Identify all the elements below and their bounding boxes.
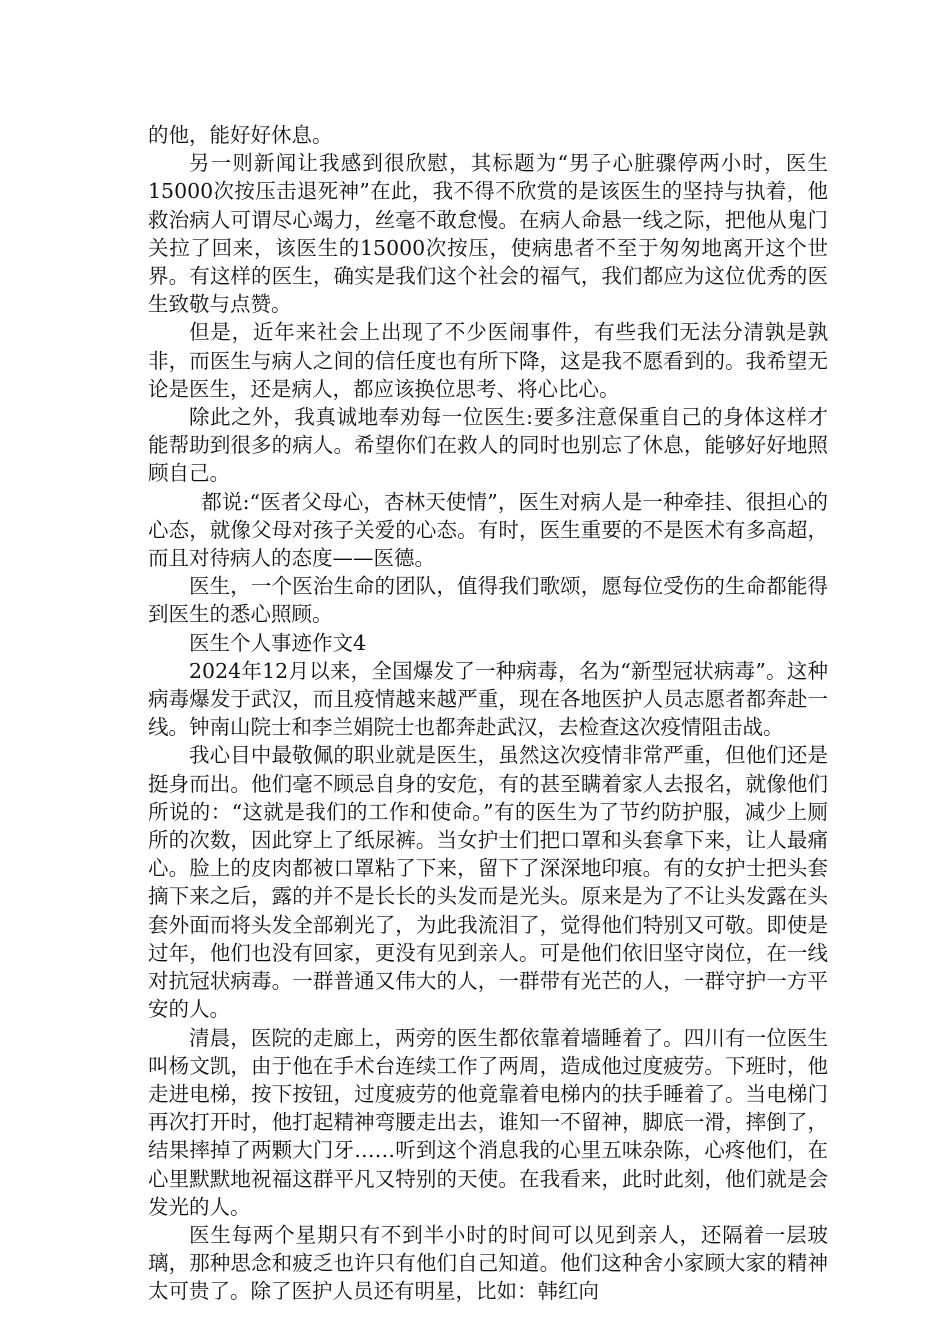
paragraph-conclusion: 医生，一个医治生命的团队，值得我们歌颂，愿每位受伤的生命都能得到医生的悉心照顾。 [148, 574, 828, 627]
document-page [148, 121, 828, 1306]
paragraph-admiration: 我心目中最敬佩的职业就是医生，虽然这次疫情非常严重，但他们还是挺身而出。他们毫不顾忌自身的安危，有的甚至瞒着家人去报名，就像他们所说的：“这就是我们的工作和使命。”有的医生为了节约防护服，减少上厕所的次数，因此穿上了纸尿裤。当女护士们把口罩和头套拿下来，让人最痛心。脸上的皮肉都被口罩粘了下来，留下了深深地印痕。有的女护士把头套摘下来之后，露的并不是长长的头发而是光头。原来是为了不让头发露在头套外面而将头发全部剃光了，为此我流泪了，觉得他们特别又可敬。即使是过年，他们也没有回家，更没有见到亲人。可是他们依旧坚守岗位，在一线对抗冠状病毒。一群普通又伟大的人，一群带有光芒的人，一群守护一方平安的人。 [148, 743, 828, 1022]
paragraph-news: 另一则新闻让我感到很欣慰，其标题为“男子心脏骤停两小时，医生15000次按压击退死神”在此，我不得不欣赏的是该医生的坚持与执着，他救治病人可谓尽心竭力，丝毫不敢怠慢。在病人命悬一线之际，把他从鬼门关拉了回来，该医生的15000次按压，使病患者不至于匆匆地离开这个世界。有这样的医生，确实是我们这个社会的福气，我们都应为这位优秀的医生致敬与点赞。 [148, 151, 828, 317]
paragraph-advice: 除此之外，我真诚地奉劝每一位医生:要多注意保重自己的身体这样才能帮助到很多的病人。希望你们在救人的同时也别忘了休息，能够好好地照顾自己。 [148, 405, 828, 486]
paragraph-morning: 清晨，医院的走廊上，两旁的医生都依靠着墙睡着了。四川有一位医生叫杨文凯，由于他在手术台连续工作了两周，造成他过度疲劳。下班时，他走进电梯，按下按钮，过度疲劳的他竟靠着电梯内的扶手睡着了。当电梯门再次打开时，他打起精神弯腰走出去，谁知一不留神，脚底一滑，摔倒了，结果摔掉了两颗大门牙……听到这个消息我的心里五味杂陈，心疼他们，在心里默默地祝福这群平凡又特别的天使。在我看来，此时此刻，他们就是会发光的人。 [148, 1025, 828, 1219]
paragraph-outbreak: 2024年12月以来，全国爆发了一种病毒，名为“新型冠状病毒”。这种病毒爆发于武汉，而且疫情越来越严重，现在各地医护人员志愿者都奔赴一线。钟南山院士和李兰娟院士也都奔赴武汉，去检查这次疫情阻击战。 [148, 658, 828, 740]
section-heading: 医生个人事迹作文4 [189, 630, 367, 655]
paragraph-family: 医生每两个星期只有不到半小时的时间可以见到亲人，还隔着一层玻璃，那种思念和疲乏也许只有他们自己知道。他们这种舍小家顾大家的精神太可贵了。除了医护人员还有明星，比如：韩红向 [148, 1222, 828, 1304]
paragraph-continuation: 的他，能好好休息。 [148, 123, 333, 147]
paragraph-disputes: 但是，近年来社会上出现了不少医闹事件，有些我们无法分清孰是孰非，而医生与病人之间的信任度也有所下降，这是我不愿看到的。我希望无论是医生，还是病人，都应该换位思考、将心比心。 [148, 320, 828, 401]
paragraph-ethics: 都说:“医者父母心，杏林天使情”，医生对病人是一种牵挂、很担心的心态，就像父母对孩子关爱的心态。有时，医生重要的不是医术有多高超，而且对待病人的态度——医德。 [148, 489, 828, 571]
